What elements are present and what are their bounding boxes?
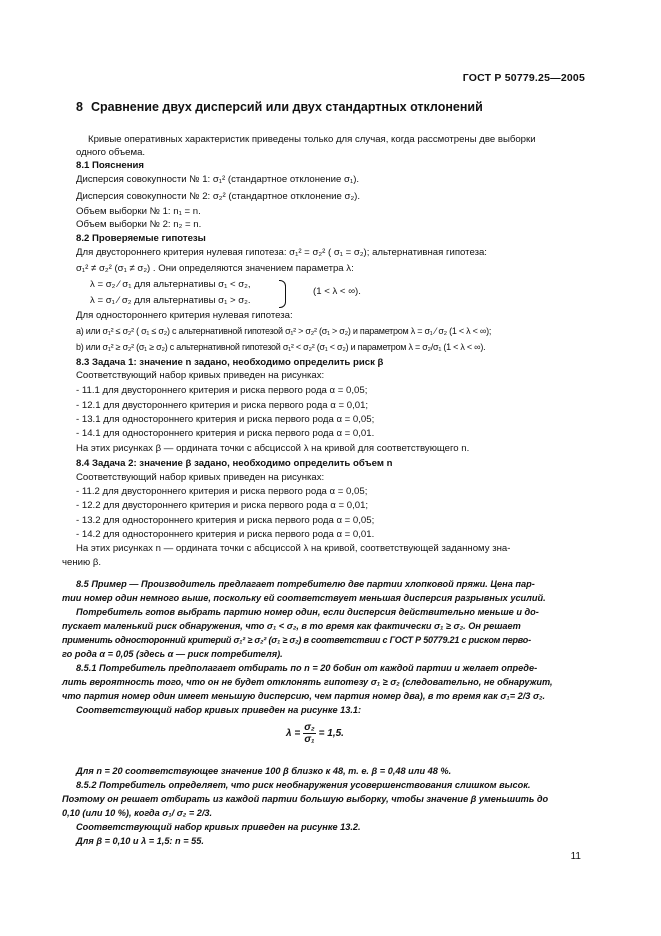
lambda-formula: [286, 722, 344, 745]
section-number: 8: [76, 100, 83, 114]
formula-range: (1 < λ < ∞).: [313, 286, 361, 297]
paragraph-line: Дисперсия совокупности № 2: σ₂² (стандартное отклонение σ₂).: [76, 191, 361, 202]
example-line: Соответствующий набор кривых приведен на рисунке 13.2.: [76, 822, 361, 832]
list-item: - 13.2 для одностороннего критерия и риска первого рода α = 0,05;: [76, 515, 375, 526]
paragraph-line: На этих рисунках β — ордината точки с абсциссой λ на кривой для соответствующего n.: [76, 443, 470, 454]
example-line: лить вероятность того, что он не будет отклонять гипотезу σ₁ ≥ σ₂ (следовательно, не обнаружит,: [62, 677, 553, 687]
paragraph-line: Для одностороннего критерия нулевая гипотеза:: [76, 310, 293, 321]
example-line: Потребитель готов выбрать партию номер один, если дисперсия действительно меньше и до-: [76, 607, 539, 617]
example-line: 8.5.2 Потребитель определяет, что риск необнаружения усовершенствования слишком высок.: [76, 780, 531, 790]
formula-denominator: σ₁: [304, 734, 315, 745]
example-line: Соответствующий набор кривых приведен на рисунке 13.1:: [76, 705, 362, 715]
page-number: 11: [570, 851, 581, 862]
paragraph-line: чению β.: [62, 557, 102, 568]
paragraph-line: Объем выборки № 1: n₁ = n.: [76, 206, 201, 217]
example-line: тии номер один немного выше, поскольку ей соответствует меньшая дисперсия разрывных усилий.: [62, 593, 546, 603]
list-item: - 13.1 для одностороннего критерия и риска первого рода α = 0,05;: [76, 414, 375, 425]
example-line: 0,10 (или 10 %), когда σ₁/ σ₂ = 2/3.: [62, 808, 213, 818]
list-item: - 12.2 для двустороннего критерия и риска первого рода α = 0,01;: [76, 500, 369, 511]
subsection-heading: 8.4 Задача 2: значение β задано, необходимо определить объем n: [76, 458, 393, 469]
list-item: - 14.2 для одностороннего критерия и риска первого рода α = 0,01.: [76, 529, 375, 540]
example-line: что партия номер один имеет меньшую дисперсию, чем партия номер два), в то время как σ₁= 2/3 σ₂.: [62, 691, 546, 701]
paragraph-line: Кривые оперативных характеристик приведены только для случая, когда рассмотрены две выборки: [88, 134, 536, 145]
subsection-heading: 8.1 Пояснения: [76, 160, 144, 171]
paragraph-line: На этих рисунках n — ордината точки с абсциссой λ на кривой, соответствующей заданному зна-: [76, 543, 511, 554]
formula-fraction: [303, 722, 315, 745]
list-item: - 14.1 для одностороннего критерия и риска первого рода α = 0,01.: [76, 428, 375, 439]
example-line: 8.5.1 Потребитель предполагает отбирать по n = 20 бобин от каждой партии и желает опреде-: [76, 663, 538, 673]
subsection-heading: 8.2 Проверяемые гипотезы: [76, 233, 206, 244]
formula-line: λ = σ₁ ⁄ σ₂ для альтернативы σ₁ > σ₂.: [90, 295, 251, 306]
subsection-heading: 8.3 Задача 1: значение n задано, необходимо определить риск β: [76, 357, 384, 368]
list-item: - 11.1 для двустороннего критерия и риска первого рода α = 0,05;: [76, 385, 368, 396]
formula-line: λ = σ₂ ⁄ σ₁ для альтернативы σ₁ < σ₂,: [90, 279, 251, 290]
paragraph-line: b) или σ₁² ≥ σ₂² (σ₁ ≥ σ₂) с альтернативной гипотезой σ₁² < σ₂² (σ₁ < σ₂) и параметром λ = σ₂/σ₁ (1 < λ < ∞).: [76, 342, 486, 352]
paragraph-line: Дисперсия совокупности № 1: σ₁² (стандартное отклонение σ₁).: [76, 174, 360, 185]
example-line: го рода α = 0,05 (здесь α — риск потребителя).: [62, 649, 283, 659]
paragraph-line: Для двустороннего критерия нулевая гипотеза: σ₁² = σ₂² ( σ₁ = σ₂); альтернативная гипотеза:: [76, 247, 487, 258]
example-line: пускает маленький риск обнаружения, что σ₁ < σ₂, в то время как фактически σ₁ ≥ σ₂. Он решает: [62, 621, 521, 631]
example-line: 8.5 Пример — Производитель предлагает потребителю две партии хлопковой пряжи. Цена пар-: [76, 579, 535, 589]
list-item: - 11.2 для двустороннего критерия и риска первого рода α = 0,05;: [76, 486, 368, 497]
paragraph-line: σ₁² ≠ σ₂² (σ₁ ≠ σ₂) . Они определяются значением параметра λ:: [76, 263, 354, 274]
section-heading: [76, 100, 483, 114]
example-line: Поэтому он решает отбирать из каждой партии большую выборку, чтобы значение β уменьшить до: [62, 794, 549, 804]
example-line: Для n = 20 соответствующее значение 100 β близко к 48, т. е. β = 0,48 или 48 %.: [76, 766, 452, 776]
list-item: - 12.1 для двустороннего критерия и риска первого рода α = 0,01;: [76, 400, 369, 411]
formula-numerator: σ₂: [304, 722, 315, 733]
formula-lhs: λ =: [286, 728, 301, 739]
example-line: Для β = 0,10 и λ = 1,5: n = 55.: [76, 836, 204, 846]
paragraph-line: одного объема.: [76, 147, 146, 158]
paragraph-line: a) или σ₁² ≤ σ₂² ( σ₁ ≤ σ₂) с альтернативной гипотезой σ₁² > σ₂² (σ₁ > σ₂) и параметром λ = σ₁ ⁄ σ₂ (1 < λ < ∞);: [76, 326, 492, 336]
formula-rhs: = 1,5.: [318, 728, 344, 739]
paragraph-line: Объем выборки № 2: n₂ = n.: [76, 219, 202, 230]
paragraph-line: Соответствующий набор кривых приведен на рисунках:: [76, 370, 325, 381]
paragraph-line: Соответствующий набор кривых приведен на рисунках:: [76, 472, 325, 483]
document-header: ГОСТ Р 50779.25—2005: [462, 72, 585, 84]
section-title: Сравнение двух дисперсий или двух стандартных отклонений: [90, 100, 483, 114]
example-line: применить односторонний критерий σ₁² ≥ σ₂² (σ₁ ≥ σ₂) в соответствии с ГОСТ Р 50779.21 с риском перво-: [62, 635, 531, 645]
brace-bracket: [279, 280, 286, 308]
